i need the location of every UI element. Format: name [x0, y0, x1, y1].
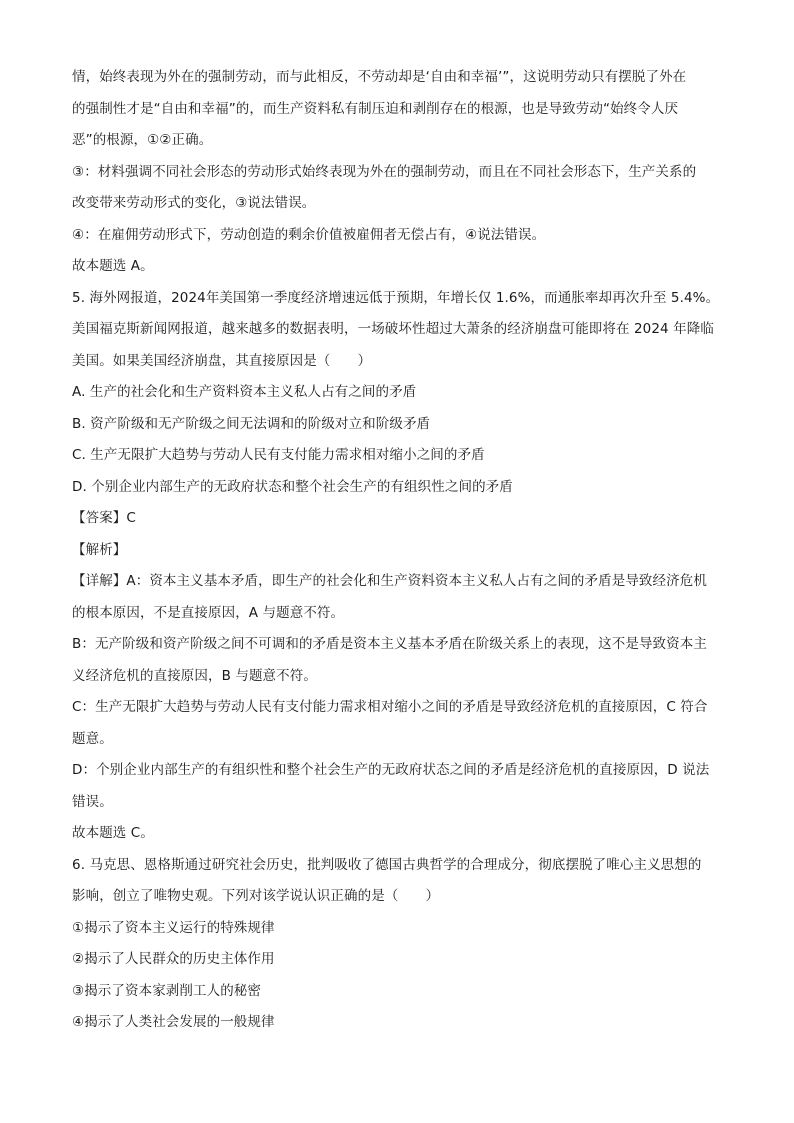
- answer-heading: 【答案】C: [72, 510, 136, 526]
- text-line: 故本题选 A。: [72, 258, 154, 274]
- option-c: C. 生产无限扩大趋势与劳动人民有支付能力需求相对缩小之间的矛盾: [72, 447, 485, 463]
- text-line: 故本题选 C。: [72, 825, 154, 841]
- text-line: 错误。: [72, 793, 113, 810]
- text-line: 恶”的根源，①②正确。: [72, 132, 213, 148]
- analysis-heading: 【解析】: [72, 541, 127, 558]
- text-line: D：个别企业内部生产的有组织性和整个社会生产的无政府状态之间的矛盾是经济危机的直接原因，D 说法: [72, 762, 710, 778]
- text-line: 义经济危机的直接原因，B 与题意不符。: [72, 667, 317, 684]
- option-d: D. 个别企业内部生产的无政府状态和整个社会生产的有组织性之间的矛盾: [72, 478, 513, 495]
- text-line: 题意。: [72, 730, 113, 747]
- text-line: 的根本原因，不是直接原因，A 与题意不符。: [72, 604, 345, 621]
- text-line: 的强制性才是“自由和幸福”的，而生产资料私有制压迫和剥削存在的根源，也是导致劳动“始终令人厌: [72, 100, 679, 117]
- text-line: 【详解】A：资本主义基本矛盾，即生产的社会化和生产资料资本主义私人占有之间的矛盾是导致经济危机: [72, 573, 707, 589]
- option-item: ①揭示了资本主义运行的特殊规律: [72, 919, 275, 936]
- option-a: A. 生产的社会化和生产资料资本主义私人占有之间的矛盾: [72, 384, 417, 400]
- text-line: 改变带来劳动形式的变化，③说法错误。: [72, 195, 316, 211]
- text-line: ③：材料强调不同社会形态的劳动形式始终表现为外在的强制劳动，而且在不同社会形态下，生产关系的: [72, 163, 697, 180]
- question-5-stem: 美国。如果美国经济崩盘，其直接原因是（ ）: [72, 352, 372, 369]
- text-line: C：生产无限扩大趋势与劳动人民有支付能力需求相对缩小之间的矛盾是导致经济危机的直接原因，C 符合: [72, 699, 708, 715]
- option-item: ④揭示了人类社会发展的一般规律: [72, 1014, 275, 1030]
- question-6-stem: 影响，创立了唯物史观。下列对该学说认识正确的是（ ）: [72, 888, 440, 904]
- document-page: [72, 62, 732, 1039]
- option-item: ②揭示了人民群众的历史主体作用: [72, 951, 275, 967]
- text-line: B：无产阶级和资产阶级之间不可调和的矛盾是资本主义基本矛盾在阶级关系上的表现，这不是导致资本主: [72, 636, 707, 652]
- text-line: 情，始终表现为外在的强制劳动，而与此相反，不劳动却是‘自由和幸福’”，这说明劳动只有摆脱了外在: [72, 69, 687, 85]
- text-line: ④：在雇佣劳动形式下，劳动创造的剩余价值被雇佣者无偿占有，④说法错误。: [72, 226, 546, 243]
- option-b: B. 资产阶级和无产阶级之间无法调和的阶级对立和阶级矛盾: [72, 415, 431, 432]
- option-item: ③揭示了资本家剥削工人的秘密: [72, 982, 262, 999]
- question-5-stem: 5. 海外网报道，2024年美国第一季度经济增速远低于预期，年增长仅 1.6%，而通胀率却再次升至 5.4%。: [72, 289, 720, 306]
- question-6-stem: 6. 马克思、恩格斯通过研究社会历史，批判吸收了德国古典哲学的合理成分，彻底摆脱了唯心主义思想的: [72, 856, 702, 873]
- question-5-stem: 美国福克斯新闻网报道，越来越多的数据表明，一场破坏性超过大萧条的经济崩盘可能即将在 2024 年降临: [72, 321, 714, 337]
